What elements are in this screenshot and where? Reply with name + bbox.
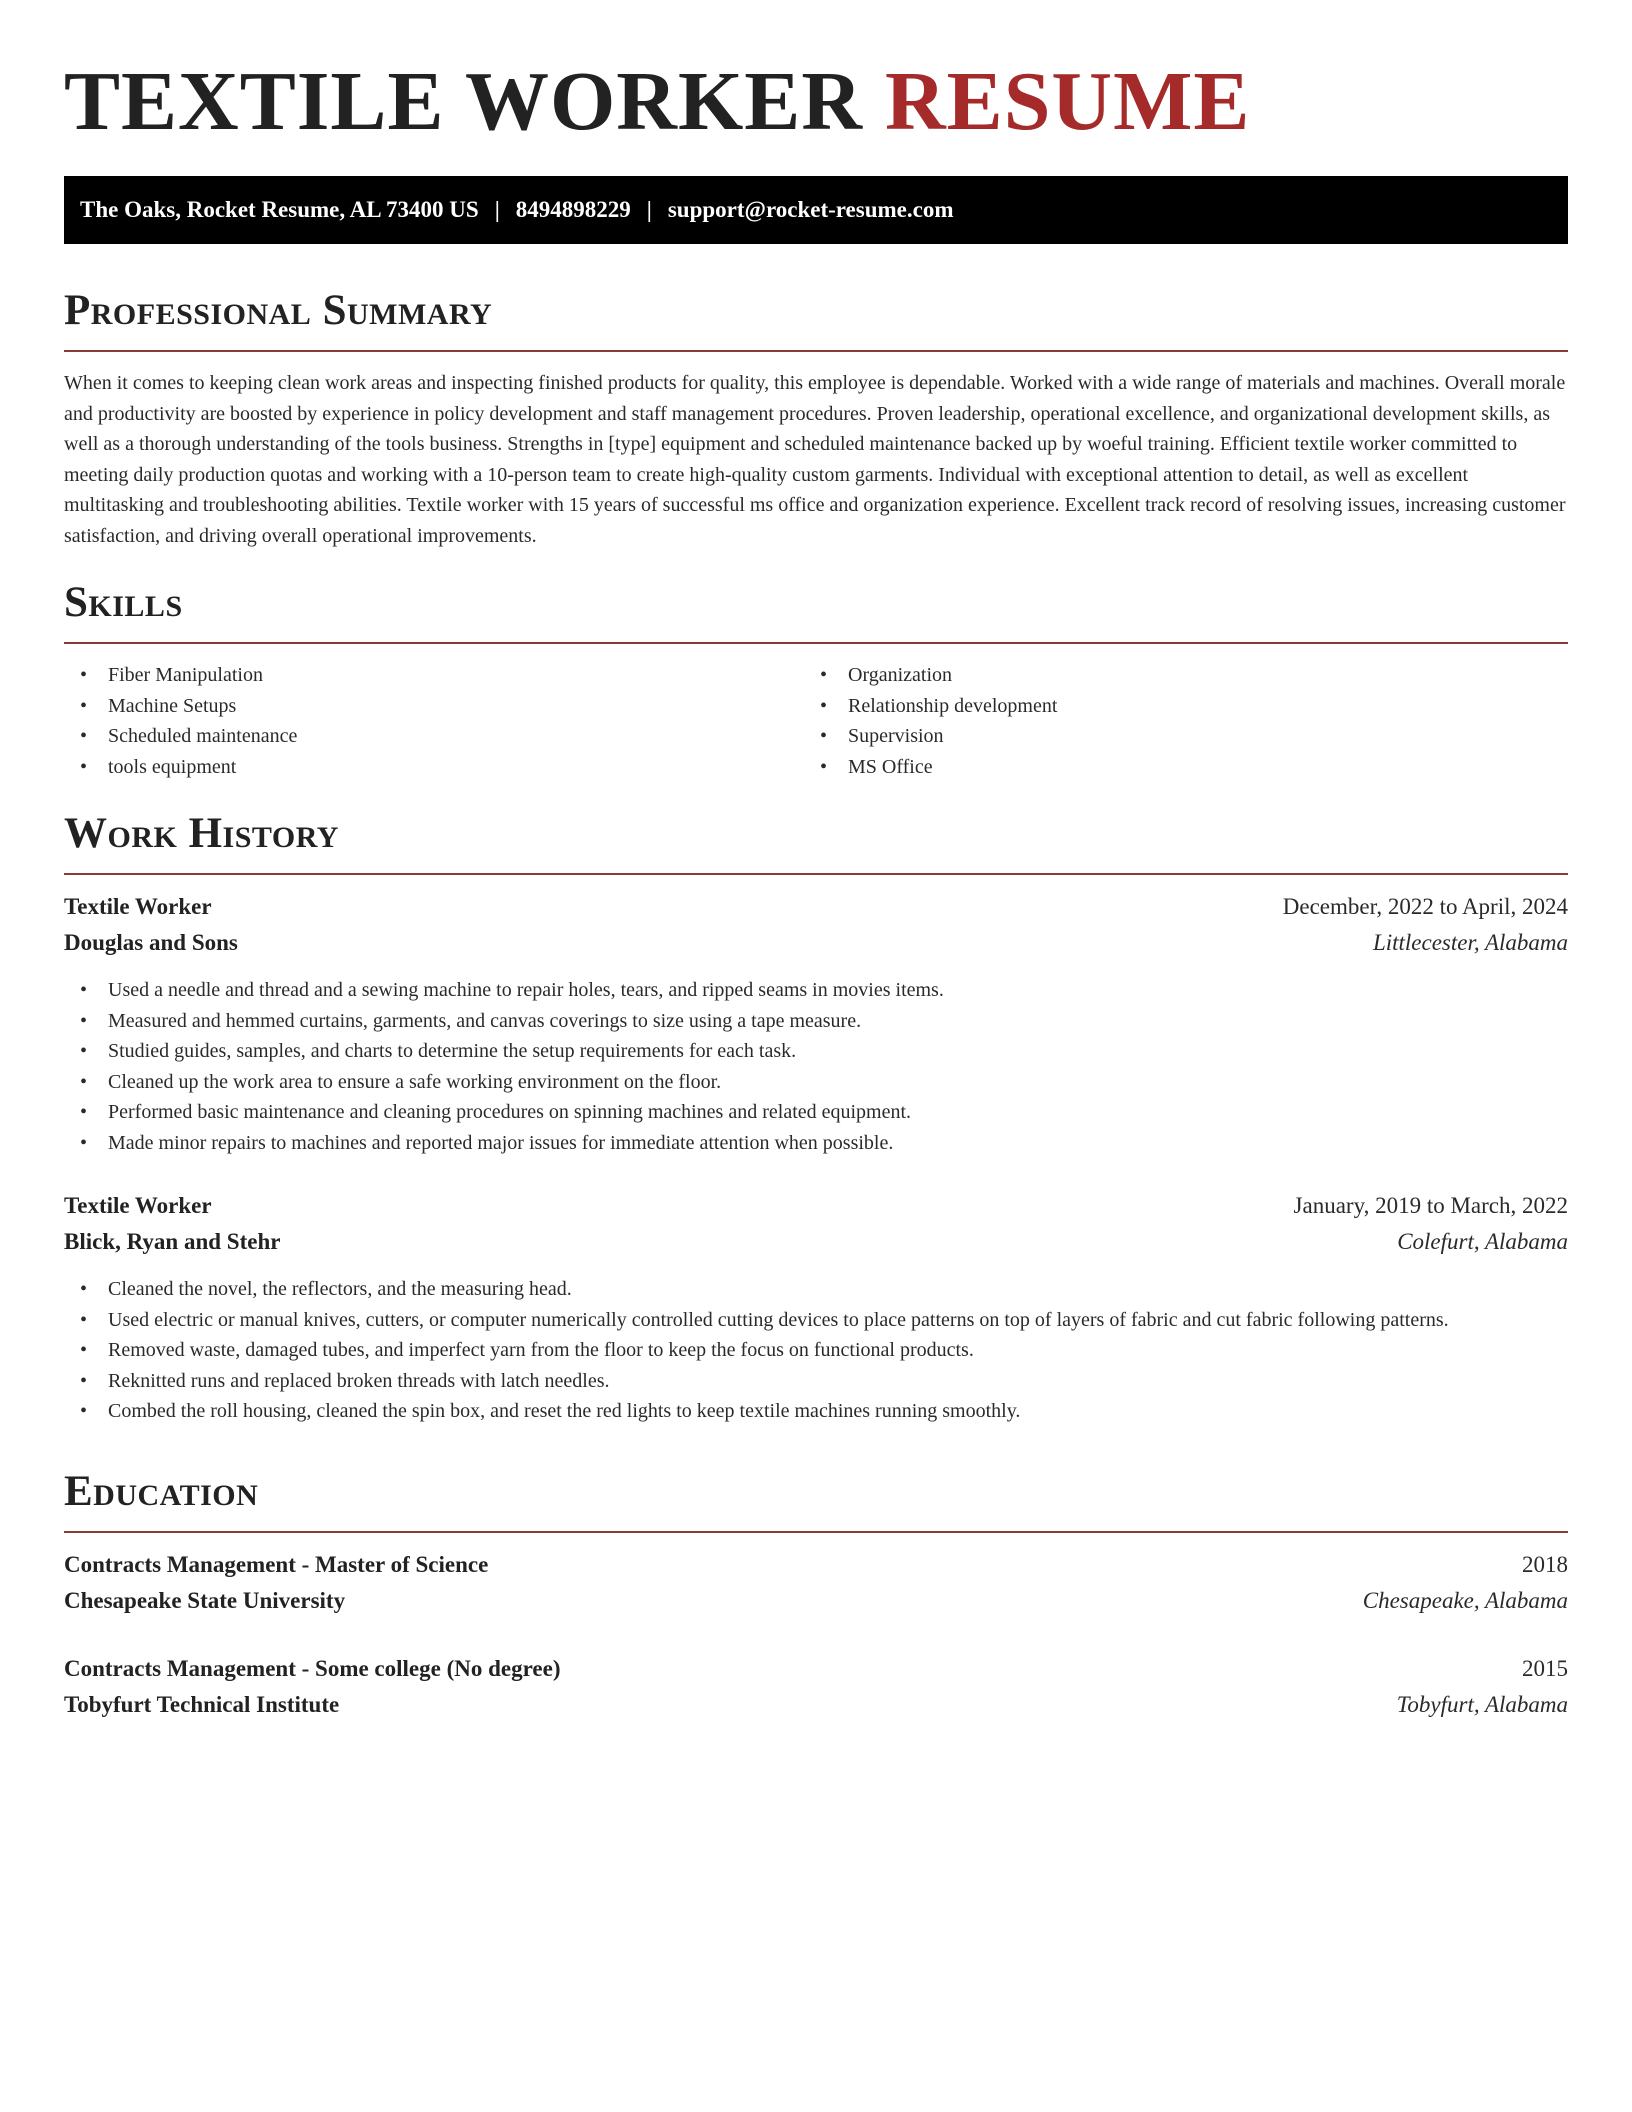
job-entry bbox=[64, 1188, 1568, 1427]
education-section bbox=[64, 1467, 1568, 1723]
education-entry bbox=[64, 1651, 1568, 1723]
education-entry bbox=[64, 1547, 1568, 1619]
job-duty-item: • Combed the roll housing, cleaned the spin box, and reset the red lights to keep textile machines running smoothly. bbox=[64, 1396, 1568, 1427]
job-header-row bbox=[64, 889, 1568, 925]
job-duty-item: • Cleaned the novel, the reflectors, and the measuring head. bbox=[64, 1274, 1568, 1305]
job-dates: December, 2022 to April, 2024 bbox=[1282, 894, 1568, 919]
education-year: 2015 bbox=[1522, 1656, 1568, 1681]
education-degree: Contracts Management - Master of Science bbox=[64, 1552, 489, 1577]
education-school: Tobyfurt Technical Institute bbox=[64, 1692, 340, 1717]
section-heading-work: Work History bbox=[64, 810, 339, 857]
job-title: Textile Worker bbox=[64, 1193, 212, 1218]
skill-item: • MS Office bbox=[804, 752, 1544, 783]
skill-item: • Relationship development bbox=[804, 691, 1544, 722]
section-divider bbox=[64, 642, 1568, 644]
job-duty-item: • Made minor repairs to machines and reported major issues for immediate attention when possible. bbox=[64, 1128, 1568, 1159]
skill-item: • tools equipment bbox=[64, 752, 804, 783]
education-school: Chesapeake State University bbox=[64, 1588, 346, 1613]
section-heading-education: Education bbox=[64, 1468, 259, 1515]
skills-column-left bbox=[64, 660, 804, 782]
section-divider bbox=[64, 350, 1568, 352]
education-location: Chesapeake, Alabama bbox=[1362, 1588, 1568, 1613]
job-duty-item: • Reknitted runs and replaced broken threads with latch needles. bbox=[64, 1366, 1568, 1397]
summary-text: When it comes to keeping clean work areas and inspecting finished products for quality, this employee is dependable. Worked with a wide range of materials and machines. Overall morale and productivity are boosted by experience in policy development and staff management procedures. Proven leadership, operational excellence, and organizational development skills, as well as a thorough understanding of the tools business. Strengths in [type] equipment and scheduled maintenance backed up by woeful training. Efficient textile worker committed to meeting daily production quotas and working with a 10-person team to create high-quality custom garments. Individual with exceptional attention to detail, as well as excellent multitasking and troubleshooting abilities. Textile worker with 15 years of successful ms office and organization experience. Excellent track record of resolving issues, increasing customer satisfaction, and driving overall operational improvements. bbox=[64, 372, 1566, 547]
contact-separator: | bbox=[646, 197, 652, 222]
job-location: Colefurt, Alabama bbox=[1397, 1229, 1568, 1254]
job-company: Blick, Ryan and Stehr bbox=[64, 1229, 281, 1254]
skills-list bbox=[64, 660, 1568, 782]
contact-address: The Oaks, Rocket Resume, AL 73400 US bbox=[80, 197, 479, 222]
job-duty-item: • Removed waste, damaged tubes, and imperfect yarn from the floor to keep the focus on functional products. bbox=[64, 1335, 1568, 1366]
education-school-row bbox=[64, 1687, 1568, 1723]
job-company: Douglas and Sons bbox=[64, 930, 238, 955]
skill-item: • Fiber Manipulation bbox=[64, 660, 804, 691]
job-duties bbox=[64, 1274, 1568, 1427]
job-location: Littlecester, Alabama bbox=[1372, 930, 1568, 955]
job-duty-item: • Used a needle and thread and a sewing machine to repair holes, tears, and ripped seams in movies items. bbox=[64, 975, 1568, 1006]
education-year: 2018 bbox=[1522, 1552, 1568, 1577]
education-degree-row bbox=[64, 1651, 1568, 1687]
section-heading-skills: Skills bbox=[64, 579, 183, 626]
skill-item: • Scheduled maintenance bbox=[64, 721, 804, 752]
skill-item: • Organization bbox=[804, 660, 1544, 691]
resume-title bbox=[64, 52, 1250, 152]
education-degree: Contracts Management - Some college (No degree) bbox=[64, 1656, 561, 1681]
job-duty-item: • Performed basic maintenance and cleaning procedures on spinning machines and related equipment. bbox=[64, 1097, 1568, 1128]
skills-column-right bbox=[804, 660, 1544, 782]
summary-section bbox=[64, 286, 1568, 552]
education-degree-row bbox=[64, 1547, 1568, 1583]
title-accent: RESUME bbox=[885, 55, 1251, 148]
skill-item: • Supervision bbox=[804, 721, 1544, 752]
skill-item: • Machine Setups bbox=[64, 691, 804, 722]
section-heading-summary: Professional Summary bbox=[64, 287, 493, 334]
job-entry bbox=[64, 889, 1568, 1158]
job-header-row bbox=[64, 1188, 1568, 1224]
job-duties bbox=[64, 975, 1568, 1158]
job-title: Textile Worker bbox=[64, 894, 212, 919]
job-dates: January, 2019 to March, 2022 bbox=[1293, 1193, 1568, 1218]
education-location: Tobyfurt, Alabama bbox=[1396, 1692, 1568, 1717]
title-main: TEXTILE WORKER bbox=[64, 55, 863, 148]
job-duty-item: • Used electric or manual knives, cutters, or computer numerically controlled cutting devices to place patterns on top of layers of fabric and cut fabric following patterns. bbox=[64, 1305, 1568, 1336]
job-company-row bbox=[64, 925, 1568, 961]
contact-email: support@rocket-resume.com bbox=[667, 197, 954, 222]
contact-phone: 8494898229 bbox=[515, 197, 631, 222]
job-duty-item: • Cleaned up the work area to ensure a safe working environment on the floor. bbox=[64, 1067, 1568, 1098]
section-divider bbox=[64, 1531, 1568, 1533]
contact-bar bbox=[64, 176, 1568, 244]
job-company-row bbox=[64, 1224, 1568, 1260]
education-school-row bbox=[64, 1583, 1568, 1619]
work-history-section bbox=[64, 809, 1568, 1427]
skills-section bbox=[64, 578, 1568, 782]
contact-separator: | bbox=[494, 197, 500, 222]
job-duty-item: • Studied guides, samples, and charts to determine the setup requirements for each task. bbox=[64, 1036, 1568, 1067]
section-divider bbox=[64, 873, 1568, 875]
job-duty-item: • Measured and hemmed curtains, garments, and canvas coverings to size using a tape measure. bbox=[64, 1006, 1568, 1037]
